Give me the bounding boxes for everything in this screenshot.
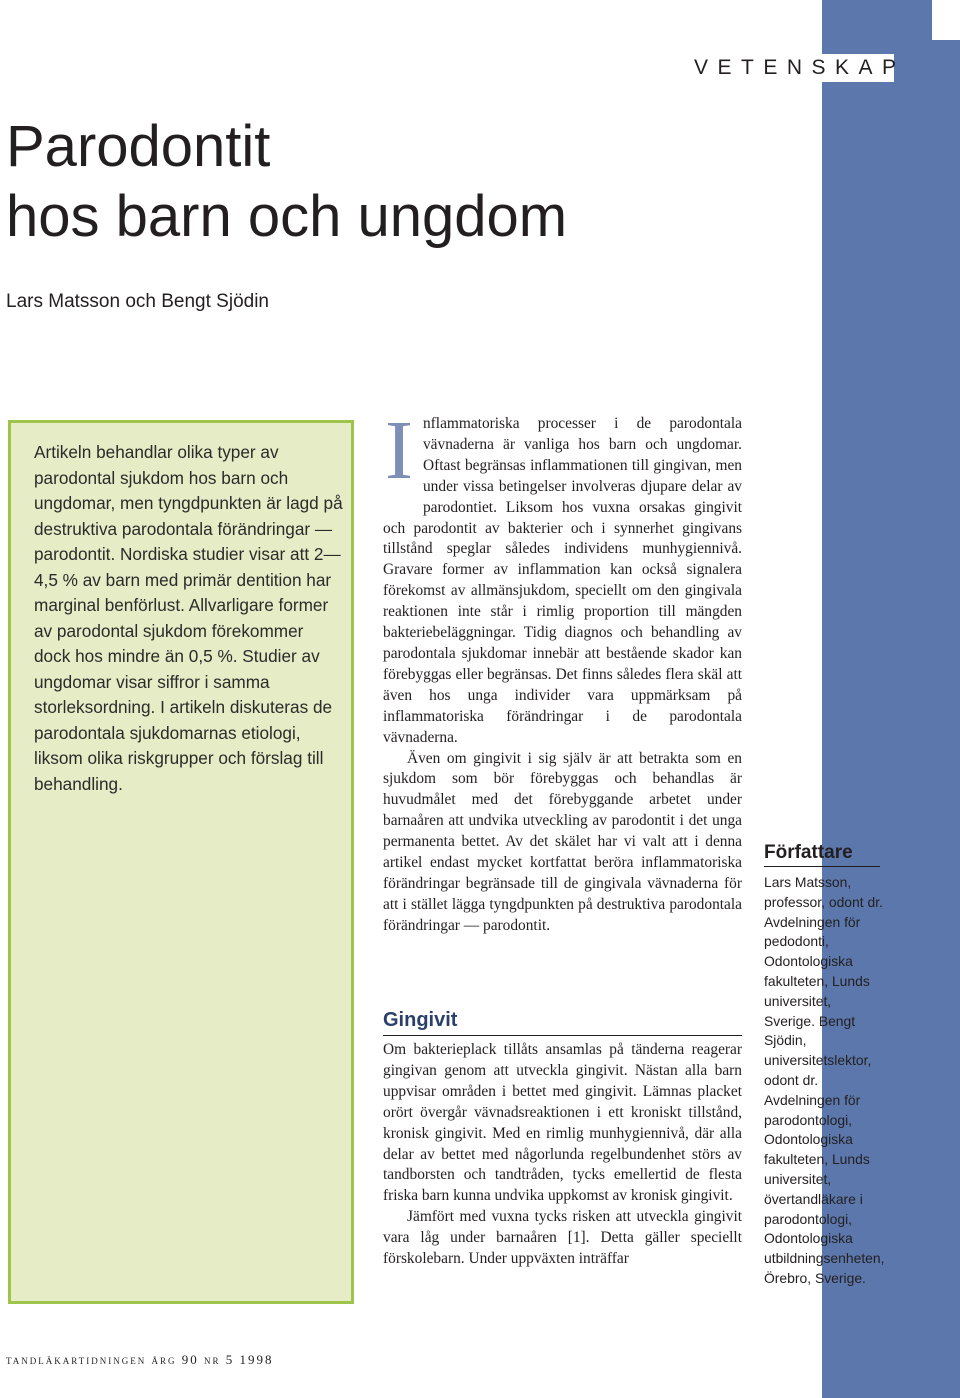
section-heading-gingivit: Gingivit: [383, 1009, 742, 1036]
authors-sidebar-heading: Författare: [764, 842, 880, 867]
section-label: VETENSKAP: [690, 54, 894, 82]
body-column-intro: [383, 404, 742, 937]
body-column-gingivit: [383, 1040, 742, 1270]
drop-cap: I: [385, 404, 413, 497]
intro-paragraph-text: nflammatoriska processer i de parodontala vävnaderna är vanliga hos barn och ungdomar. Oftast begränsas inflammationen till gingivan, men under vissa betingelser involveras djupare delar av parodontiet. Liksom hos vuxna orsakas gingivit och parodontit av bakterier och i synnerhet gingivans tillstånd speglar således individens munhygiennivå. Gravare former av inflammation kan också signalera förekomst av allmänsjukdom, speciellt om den gingivala reaktionen inte står i rimlig proportion till mängden bakteriebeläggningar. Tidig diagnos och behandling av parodontala sjukdomar innebär att bestående skador kan förebyggas eller begränsas. Det finns således flera skäl att även hos unga individer vara uppmärksam på inflammatoriska förändringar i de parodontala vävnaderna.: [383, 415, 742, 746]
authors-sidebar-text: Lars Matsson, professor, odont dr. Avdelningen för pedodonti, Odontologiska fakulteten, Lunds universitet, Sverige. Bengt Sjödin, universitetslektor, odont dr. Avdelningen för parodontologi, Odontologiska fakulteten, Lunds universitet, övertandläkare i parodontologi, Odontologiska utbildningsenheten, Örebro, Sverige.: [764, 874, 885, 1286]
abstract-text: Artikeln behandlar olika typer av parodontal sjukdom hos barn och ungdomar, men tyngdpunkten är lagd på destruktiva parodontala förändringar — parodontit. Nordiska studier visar att 2—4,5 % av barn med primär dentition har marginal benförlust. Allvarligare former av parodontal sjukdom förekommer dock hos mindre än 0,5 %. Studier av ungdomar visar siffror i samma storleksordning. I artikeln diskuteras de parodontala sjukdomarnas etiologi, liksom olika riskgrupper och förslag till behandling.: [34, 442, 343, 794]
article-authors: Lars Matsson och Bengt Sjödin: [6, 291, 269, 312]
intro-paragraph: [383, 404, 742, 749]
article-title: [6, 112, 806, 252]
body-paragraph: Om bakterieplack tillåts ansamlas på tänderna reagerar gingivan genom att utveckla gingivit. Nästan alla barn uppvisar områden i bettet med gingivit. Lämnas placket orört övergår vävnadsreaktionen i ett kroniskt tillstånd, kronisk gingivit. Med en rimlig munhygiennivå, där alla delar av bettet med någorlunda regelbundenhet störs av tandborsten och tandtråden, tycks emellertid de flesta friska barn kunna undvika uppkomst av kronisk gingivit.: [383, 1041, 742, 1205]
title-line-2: hos barn och ungdom: [6, 184, 568, 249]
title-line-1: Parodontit: [6, 114, 271, 179]
body-paragraph: Även om gingivit i sig själv är att betrakta som en sjukdom som bör förebyggas och behandlas är huvudmålet med det förebyggande arbetet under barnaåren att undvika utveckling av parodontit i det unga permanenta bettet. Av det skälet har vi valt att i denna artikel endast mycket kortfattat beröra inflammatoriska förändringar begränsade till de gingivala vävnaderna för att i stället lägga tyngdpunkten på destruktiva parodontala förändringar — parodontit.: [383, 749, 742, 934]
body-paragraph: Jämfört med vuxna tycks risken att utveckla gingivit vara låg under barnaåren [1]. Detta gäller speciellt förskolebarn. Under uppväxten inträffar: [383, 1208, 742, 1268]
page-footer: tandläkartidningen årg 90 nr 5 1998: [6, 1352, 274, 1367]
decorative-blue-bar-edge: [932, 40, 960, 1398]
